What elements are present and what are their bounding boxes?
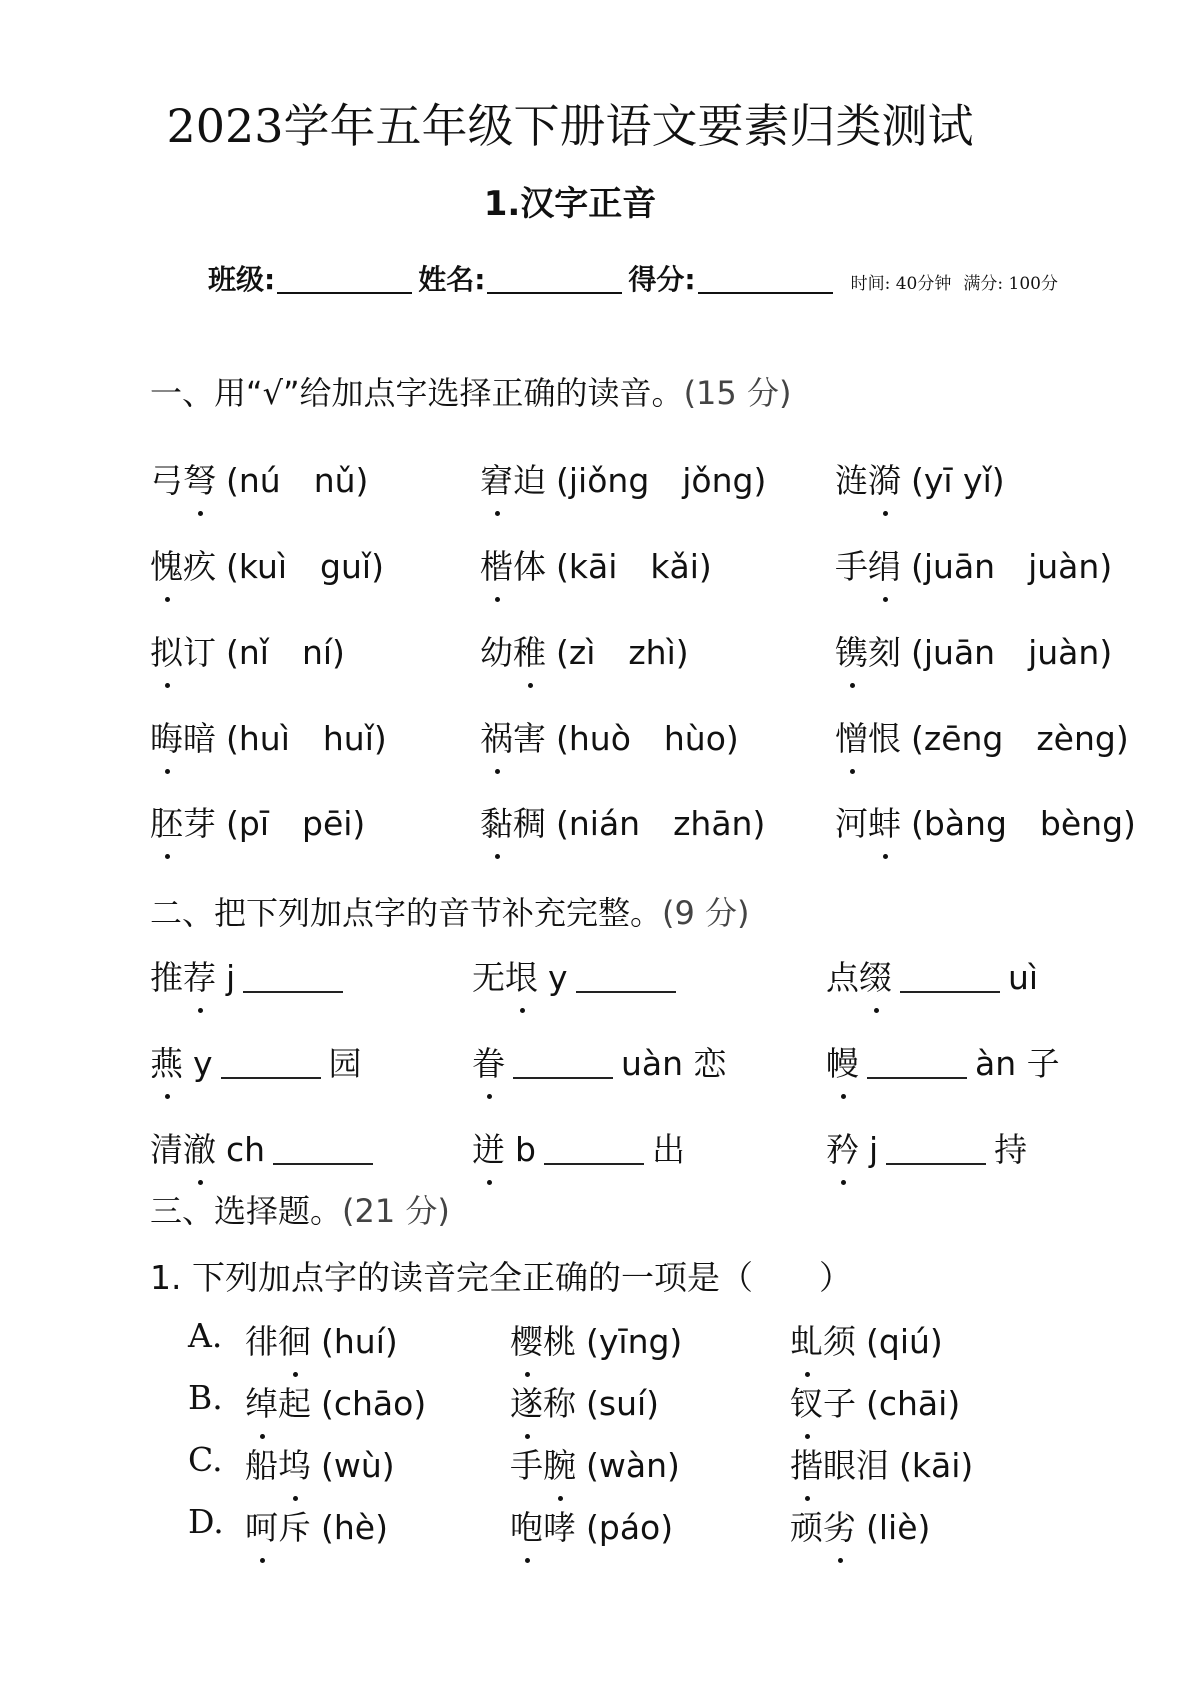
pinyin: (suí) (586, 1384, 660, 1423)
dotted-word: 弓弩 (150, 455, 216, 502)
dotted-word: 拟订 (150, 627, 216, 674)
syllable-suffix: àn 子 (975, 1044, 1060, 1083)
pinyin: (wù) (321, 1446, 395, 1485)
pinyin-choice-item (480, 713, 739, 760)
syllable-suffix: 出 (651, 1130, 685, 1169)
dotted-word: 船坞 (245, 1440, 311, 1487)
answer-blank[interactable] (273, 1163, 373, 1165)
dotted-word: 清澈 (150, 1124, 216, 1171)
dotted-word: 黏稠 (480, 798, 546, 845)
option-label[interactable]: B. (188, 1378, 223, 1417)
dotted-word: 祸害 (480, 713, 546, 760)
dotted-word: 幔 (826, 1038, 859, 1085)
syllable-fill-item (150, 1038, 362, 1085)
option-word (510, 1502, 673, 1549)
pinyin: (liè) (866, 1508, 931, 1547)
pinyin: (wàn) (586, 1446, 680, 1485)
dotted-word: 遂称 (510, 1378, 576, 1425)
pinyin-choice-item (480, 798, 765, 845)
syllable-fill-item (472, 1124, 685, 1171)
dotted-word: 揩眼泪 (790, 1440, 889, 1487)
dotted-word: 无垠 (472, 952, 538, 999)
dotted-word: 幼稚 (480, 627, 546, 674)
syllable-fill-item (150, 1124, 381, 1171)
section-subtitle: 1.汉字正音 (483, 184, 657, 224)
option-word (790, 1316, 943, 1363)
dotted-word: 虬须 (790, 1316, 856, 1363)
dotted-word: 河蚌 (835, 798, 901, 845)
option-label[interactable]: A. (188, 1316, 223, 1355)
option-letter[interactable] (188, 1378, 244, 1417)
option-letter[interactable] (188, 1316, 244, 1355)
dotted-word: 手绢 (835, 541, 901, 588)
pinyin-choice-item (480, 627, 689, 674)
dotted-word: 愧疚 (150, 541, 216, 588)
dotted-word: 顽劣 (790, 1502, 856, 1549)
syllable-fill-item (826, 1124, 1027, 1171)
answer-blank[interactable] (886, 1163, 986, 1165)
dotted-word: 楷体 (480, 541, 546, 588)
option-letter[interactable] (188, 1502, 244, 1541)
dotted-word: 咆哮 (510, 1502, 576, 1549)
dotted-word: 眷 (472, 1038, 505, 1085)
answer-blank[interactable] (221, 1077, 321, 1079)
pinyin-choice-item (835, 713, 1129, 760)
syllable-prefix: b (515, 1130, 536, 1169)
pinyin-choice-item (480, 541, 712, 588)
option-letter[interactable] (188, 1440, 244, 1479)
dotted-word: 推荐 (150, 952, 216, 999)
pinyin-options[interactable]: (jiǒng jǒng) (556, 461, 767, 500)
dotted-word: 燕 (150, 1038, 183, 1085)
syllable-suffix: uì (1008, 958, 1039, 997)
full-score: 满分: 100分 (963, 274, 1058, 294)
pinyin: (yīng) (586, 1322, 683, 1361)
pinyin-choice-item (150, 798, 365, 845)
option-word (790, 1440, 973, 1487)
option-word (510, 1316, 682, 1363)
option-label[interactable]: D. (188, 1502, 224, 1541)
class-blank[interactable] (277, 266, 412, 294)
pinyin-options[interactable]: (juān juàn) (911, 547, 1113, 586)
answer-blank[interactable] (544, 1163, 644, 1165)
dotted-word: 手腕 (510, 1440, 576, 1487)
dotted-word: 迸 (472, 1124, 505, 1171)
answer-blank[interactable] (576, 991, 676, 993)
dotted-word: 呵斥 (245, 1502, 311, 1549)
points: (15 分) (683, 374, 792, 412)
option-word (510, 1440, 680, 1487)
syllable-fill-item (826, 952, 1038, 999)
dotted-word: 钗子 (790, 1378, 856, 1425)
syllable-suffix: 持 (994, 1130, 1028, 1169)
points: (9 分) (662, 894, 750, 932)
pinyin: (chāo) (321, 1384, 427, 1423)
section1-heading (150, 368, 791, 414)
pinyin-options[interactable]: (huì huǐ) (226, 719, 387, 758)
pinyin-choice-item (835, 627, 1112, 674)
pinyin-options[interactable]: (bàng bèng) (911, 804, 1136, 843)
syllable-suffix: 园 (328, 1044, 362, 1083)
pinyin-options[interactable]: (zì zhì) (556, 633, 689, 672)
page-title: 2023学年五年级下册语文要素归类测试 (166, 99, 974, 153)
syllable-prefix: ch (226, 1130, 266, 1169)
class-label: 班级: (208, 263, 276, 296)
answer-blank[interactable] (513, 1077, 613, 1079)
pinyin-options[interactable]: (kuì guǐ) (226, 547, 384, 586)
syllable-prefix: y (193, 1044, 213, 1083)
points: (21 分) (342, 1192, 450, 1230)
option-word (245, 1378, 426, 1425)
heading-text: 三、选择题。 (150, 1192, 343, 1230)
dotted-word: 徘徊 (245, 1316, 311, 1363)
section3-heading (150, 1186, 450, 1232)
syllable-prefix: j (869, 1130, 879, 1169)
pinyin-options[interactable]: (pī pēi) (226, 804, 366, 843)
pinyin-options[interactable]: (yī yǐ) (911, 461, 1005, 500)
option-word (510, 1378, 659, 1425)
option-word (245, 1316, 398, 1363)
option-label[interactable]: C. (188, 1440, 223, 1479)
pinyin: (huí) (321, 1322, 398, 1361)
pinyin: (qiú) (866, 1322, 943, 1361)
pinyin-options[interactable]: (huò hùo) (556, 719, 739, 758)
syllable-prefix: y (548, 958, 568, 997)
dotted-word: 镌刻 (835, 627, 901, 674)
name-blank[interactable] (487, 266, 622, 294)
answer-blank[interactable] (900, 991, 1000, 993)
option-word (790, 1378, 960, 1425)
answer-blank[interactable] (243, 991, 343, 993)
dotted-word: 绰起 (245, 1378, 311, 1425)
question-1: 1. 下列加点字的读音完全正确的一项是（ ） (150, 1258, 852, 1297)
syllable-fill-item (150, 952, 351, 999)
pinyin-options[interactable]: (juān juàn) (911, 633, 1113, 672)
pinyin-choice-item (150, 713, 387, 760)
name-label: 姓名: (418, 263, 486, 296)
dotted-word: 憎恨 (835, 713, 901, 760)
pinyin-choice-item (480, 455, 766, 502)
section2-heading (150, 888, 750, 934)
pinyin-choice-item (835, 541, 1112, 588)
dotted-word: 樱桃 (510, 1316, 576, 1363)
heading-text: 二、把下列加点字的音节补充完整。 (150, 894, 663, 932)
dotted-word: 晦暗 (150, 713, 216, 760)
pinyin-options[interactable]: (kāi kǎi) (556, 547, 712, 586)
student-info-row (208, 258, 1058, 298)
answer-blank[interactable] (867, 1077, 967, 1079)
syllable-fill-item (472, 952, 684, 999)
time-limit: 时间: 40分钟 (850, 274, 952, 294)
syllable-suffix: uàn 恋 (621, 1044, 727, 1083)
pinyin-options[interactable]: (nián zhān) (556, 804, 766, 843)
dotted-word: 点缀 (826, 952, 892, 999)
pinyin: (hè) (321, 1508, 388, 1547)
dotted-word: 涟漪 (835, 455, 901, 502)
pinyin-choice-item (835, 455, 1005, 502)
pinyin-choice-item (835, 798, 1136, 845)
option-word (245, 1440, 395, 1487)
pinyin: (kāi) (899, 1446, 974, 1485)
dotted-word: 窘迫 (480, 455, 546, 502)
option-word (790, 1502, 930, 1549)
pinyin-choice-item (150, 541, 384, 588)
dotted-word: 胚芽 (150, 798, 216, 845)
score-label: 得分: (628, 263, 696, 296)
syllable-prefix: j (226, 958, 236, 997)
pinyin-options[interactable]: (nú nǔ) (226, 461, 369, 500)
dotted-word: 矜 (826, 1124, 859, 1171)
pinyin: (chāi) (866, 1384, 961, 1423)
pinyin-choice-item (150, 455, 368, 502)
pinyin-options[interactable]: (zēng zèng) (911, 719, 1129, 758)
syllable-fill-item (826, 1038, 1060, 1085)
score-blank[interactable] (698, 266, 833, 294)
option-word (245, 1502, 388, 1549)
pinyin: (páo) (586, 1508, 674, 1547)
pinyin-choice-item (150, 627, 345, 674)
heading-text: 一、用“√”给加点字选择正确的读音。 (150, 374, 684, 412)
pinyin-options[interactable]: (nǐ ní) (226, 633, 345, 672)
syllable-fill-item (472, 1038, 727, 1085)
